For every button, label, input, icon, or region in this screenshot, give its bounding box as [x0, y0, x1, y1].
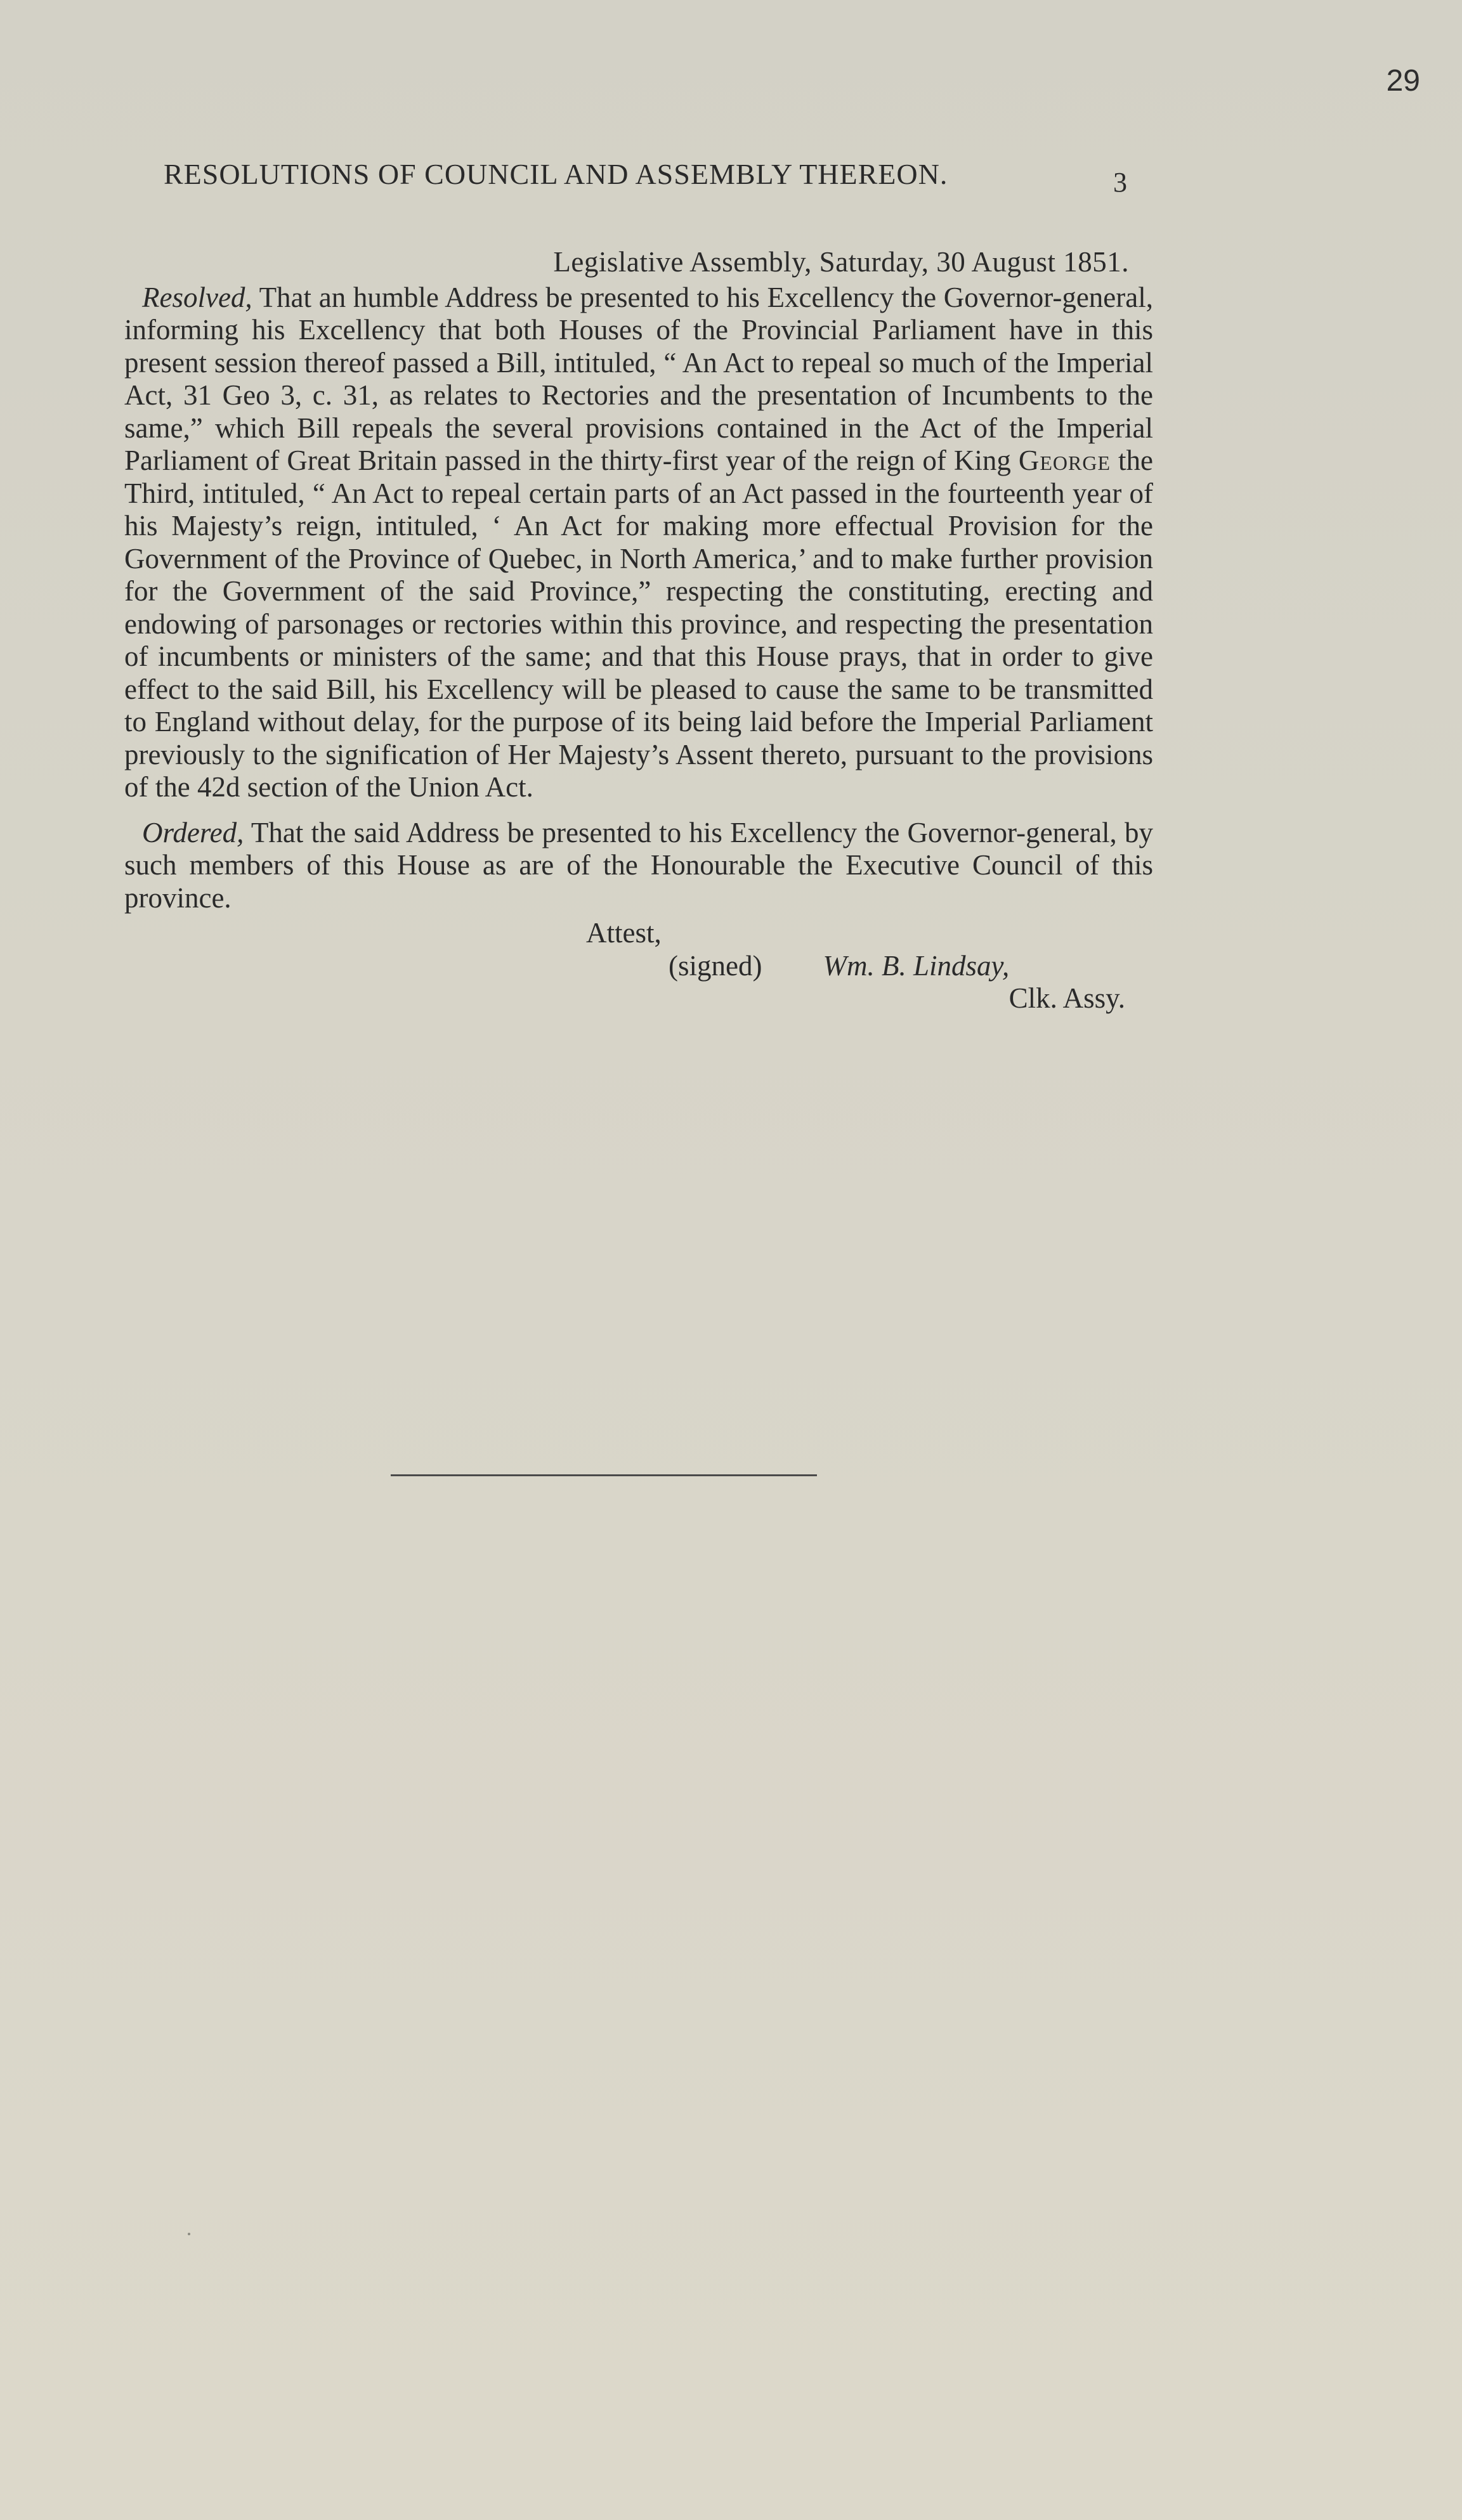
signer-name: Wm. B. Lindsay, — [823, 949, 1010, 982]
king-name: George — [1018, 445, 1111, 476]
horizontal-rule — [391, 1474, 817, 1476]
order-lead: Ordered, — [142, 816, 244, 848]
signed-line — [124, 950, 1153, 983]
dateline: Legislative Assembly, Saturday, 30 August 1851. — [553, 246, 1129, 278]
document-body — [124, 246, 1153, 1015]
signed-label: (signed) — [669, 949, 762, 982]
order-paragraph — [124, 817, 1153, 915]
resolution-paragraph — [124, 282, 1153, 804]
running-head-title: RESOLUTIONS OF COUNCIL AND ASSEMBLY THEREON. — [164, 158, 948, 190]
running-head-page-number: 3 — [1113, 167, 1128, 198]
resolution-text-part-1: That an humble Address be presented to his Excellency the Governor-general, informing his Excellency that both Houses of the Provincial Parliament have in this present session thereof passed a Bill, intituled, “ An Act to repeal so much of the Imperial Act, 31 Geo 3, c. 31, as relates to Rectories and the presentation of Incumbents to the same,” which Bill repeals the several provisions contained in the Act of the Imperial Parliament of Great Britain passed in the thirty-first year of the reign of King — [124, 281, 1153, 476]
attest-label: Attest, — [586, 917, 662, 949]
paper-speck — [188, 2233, 190, 2235]
running-head — [164, 157, 1128, 198]
clerk-title: Clk. Assy. — [1008, 982, 1125, 1014]
order-text: That the said Address be presented to his Excellency the Governor-general, by such members of this House as are of the Honourable the Executive Council of this province. — [124, 816, 1153, 914]
folio-page-number: 29 — [1386, 64, 1420, 98]
resolution-lead: Resolved, — [142, 281, 252, 313]
resolution-text-part-2: the Third, intituled, “ An Act to repeal certain parts of an Act passed in the fourteenth year of his Majesty’s reign, intituled, ‘ An Act for making more effectual Provision for the Government of the Province of Quebec, in North America,’ and to make further provision for the Government of the said Province,” respecting the constituting, erecting and endowing of parsonages or rectories within this province, and respecting the presentation of incumbents or ministers of the same; and that this House prays, that in order to give effect to the said Bill, his Excellency will be pleased to cause the same to be transmitted to England without delay, for the purpose of its being laid before the Imperial Parliament previously to the signification of Her Majesty’s Assent thereto, pursuant to the provisions of the 42d section of the Union Act. — [124, 445, 1153, 803]
